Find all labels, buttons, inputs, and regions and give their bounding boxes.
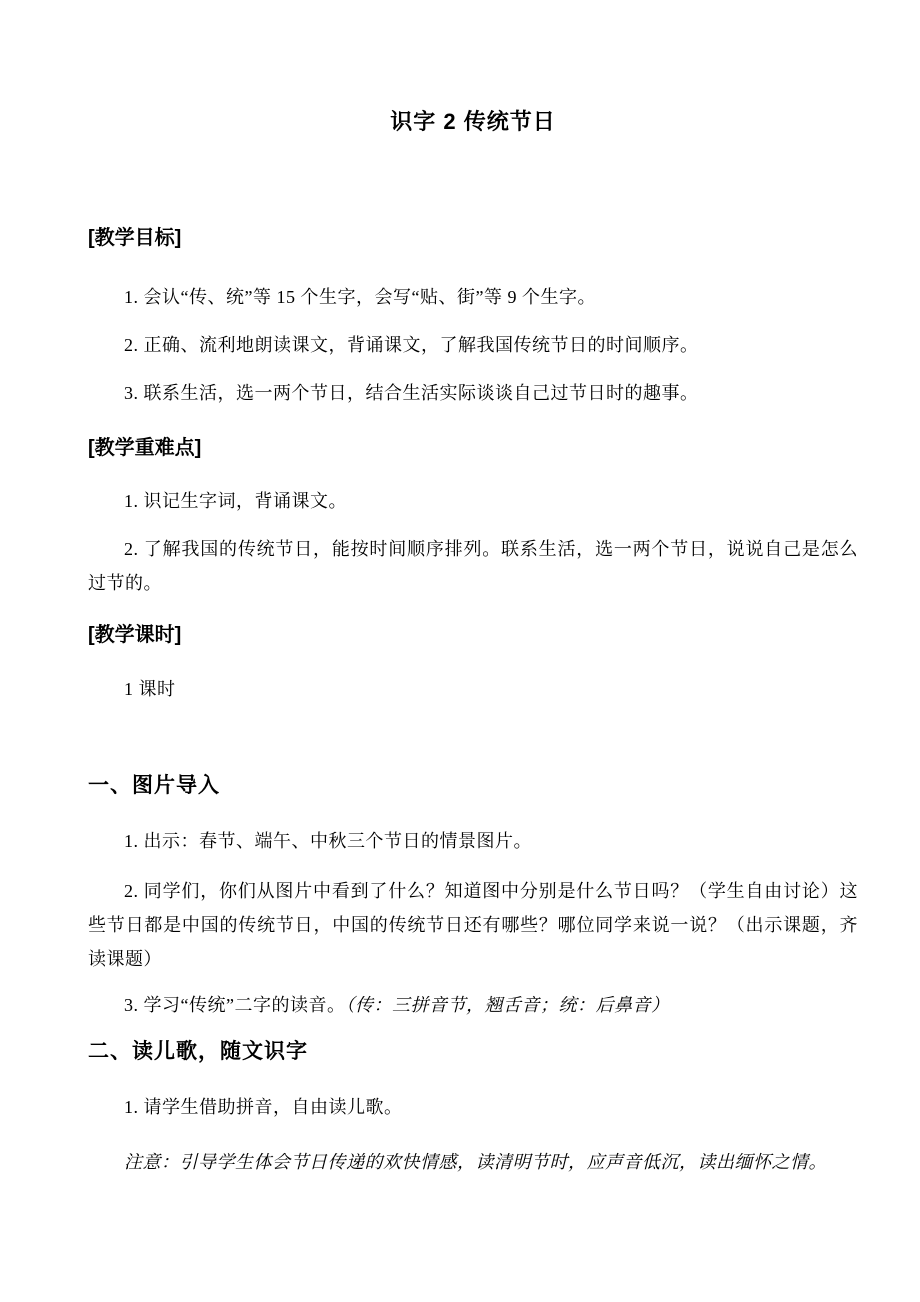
paragraph-section1-step-3-pronunciation-note: （传：三拼音节，翘舌音；统：后鼻音）	[345, 995, 670, 1015]
paragraph-key-2: 2. 了解我国的传统节日，能按时间顺序排列。联系生活，选一两个节日，说说自己是怎么过节的。	[88, 539, 858, 593]
heading-section-1-picture-introduction: 一、图片导入	[88, 774, 220, 797]
paragraph-goal-3: 3. 联系生活，选一两个节日，结合生活实际谈谈自己过节日时的趣事。	[124, 383, 699, 403]
paragraph-section2-attention-note: 注意：引导学生体会节日传递的欢快情感，读清明节时，应声音低沉，读出缅怀之情。	[124, 1152, 827, 1172]
heading-key-difficulties: [教学重难点]	[88, 437, 202, 459]
paragraph-section1-step-1: 1. 出示：春节、端午、中秋三个节日的情景图片。	[124, 831, 532, 851]
heading-section-2-read-rhyme-literacy: 二、读儿歌，随文识字	[88, 1040, 308, 1063]
paragraph-section1-step-3	[88, 988, 858, 1022]
document-title: 识字 2 传统节日	[390, 109, 556, 134]
heading-class-periods: [教学课时]	[88, 624, 182, 646]
paragraph-section2-step-1: 1. 请学生借助拼音，自由读儿歌。	[124, 1097, 403, 1117]
paragraph-goal-1: 1. 会认“传、统”等 15 个生字，会写“贴、街”等 9 个生字。	[124, 287, 596, 307]
paragraph-key-1: 1. 识记生字词，背诵课文。	[124, 491, 347, 511]
paragraph-goal-2: 2. 正确、流利地朗读课文，背诵课文，了解我国传统节日的时间顺序。	[124, 335, 699, 355]
paragraph-section1-step-3-main: 3. 学习“传统”二字的读音。	[124, 995, 346, 1015]
heading-teaching-goals: [教学目标]	[88, 227, 182, 249]
paragraph-period-count: 1 课时	[124, 679, 176, 699]
paragraph-section1-step-2: 2. 同学们，你们从图片中看到了什么？知道图中分别是什么节日吗？（学生自由讨论）这些节日都是中国的传统节日，中国的传统节日还有哪些？哪位同学来说一说？（出示课题，齐读课题）	[88, 881, 858, 969]
